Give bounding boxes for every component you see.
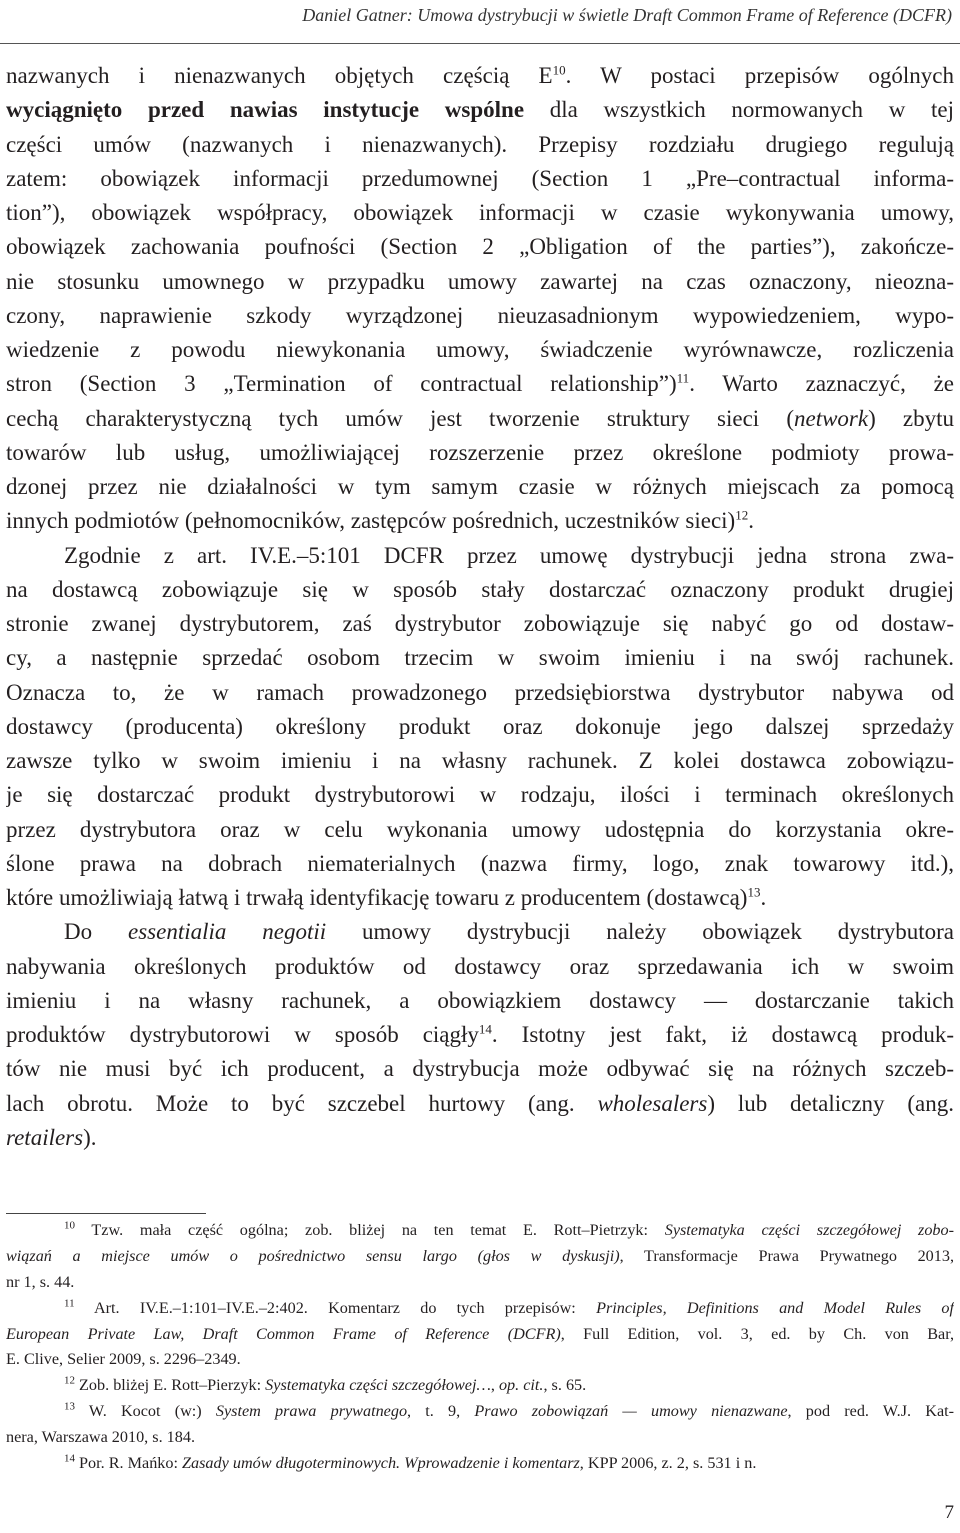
footnote-ref: 12 xyxy=(735,507,749,523)
text-line: części umów (nazwanych i nienazwanych). Przepisy rozdziału drugiego regulują xyxy=(6,131,954,157)
footnote-10: $^{10}$ Tzw. mała część ogólna; zob. bliżej na ten temat E. Rott–Pietrzyk: Systematyka części szczegółowej zobo- xyxy=(64,1219,954,1239)
text-line: dzonej przez nie działalności w tym samym czasie w różnych miejscach za pomocą xyxy=(6,474,954,499)
footnote-11-cont: European Private Law, Draft Common Frame of Reference (DCFR), Full Edition, vol. 3, ed. by Ch. von Bar, xyxy=(6,1324,954,1343)
text-line: produktów dystrybutorowi w sposób ciągły$^{14}$. Istotny jest fakt, iż dostawcą produk- xyxy=(6,1021,954,1047)
text-line: stronie zwanej dystrybutorem, zaś dystrybutor zobowiązuje się nabyć go od dostaw- xyxy=(6,611,954,636)
text-line: dostawcy (producenta) określony produkt oraz dokonuje jego dalszej sprzedaży xyxy=(6,713,954,739)
text-line: zawsze tylko w swoim imieniu i na własny rachunek. Z kolei dostawca zobowiązu- xyxy=(6,748,954,773)
text-line: nie stosunku umownego w przypadku umowy zawartej na czas oznaczony, nieozna- xyxy=(6,268,954,294)
text-line: stron (Section 3 „Termination of contractual relationship”)$^{11}$. Warto zaznaczyć, że xyxy=(6,370,954,397)
footnote-12: $^{12}$ Zob. bliżej E. Rott–Pierzyk: Systematyka części szczegółowej…, op. cit., s. 65. xyxy=(64,1374,587,1395)
body-text xyxy=(6,59,954,1155)
footnote-rule xyxy=(6,1213,206,1214)
footnote-ref: 13 xyxy=(747,884,761,900)
text-line: zatem: obowiązek informacji przedumownej (Section 1 „Pre–contractual informa- xyxy=(6,165,954,191)
footnote-14: $^{14}$ Por. R. Mańko: Zasady umów długoterminowych. Wprowadzenie i komentarz, KPP 2006, z. 2, s. 531 i n. xyxy=(64,1452,757,1473)
text-line: tów nie musi być ich producent, a dystrybucja może odbywać się na różnych szczeb- xyxy=(6,1056,954,1082)
footnote-ref: 10 xyxy=(552,62,566,78)
text-line: obowiązek zachowania poufności (Section 2 „Obligation of the parties”), zakończe- xyxy=(6,234,954,260)
text-line: tion”), obowiązek współpracy, obowiązek informacji w czasie wykonywania umowy, xyxy=(6,200,954,225)
paragraph-start: Zgodnie z art. IV.E.–5:101 DCFR przez umowę dystrybucji jedna strona zwa- xyxy=(64,542,954,568)
text-line: je się dostarczać produkt dystrybutorowi w rodzaju, ilości i terminach określonych xyxy=(6,782,954,808)
footnote-10-cont: wiązań a miejsce umów o pośrednictwo sensu largo (głos w dyskusji), Transformacje Prawa Prywatnego 2013, xyxy=(6,1246,954,1265)
text-line: imieniu i na własny rachunek, a obowiązkiem dostawcy — dostarczanie takich xyxy=(6,987,954,1013)
text-line: Oznacza to, że w ramach prowadzonego przedsiębiorstwa dystrybutor nabywa od xyxy=(6,679,954,705)
text-line: na dostawcą zobowiązuje się w sposób stały dostarczać oznaczony produkt drugiej xyxy=(6,576,954,602)
footnote-13-cont: nera, Warszawa 2010, s. 184. xyxy=(6,1428,195,1447)
text-line: retailers). xyxy=(6,1124,97,1150)
text-line: lach obrotu. Może to być szczebel hurtowy (ang. wholesalers) lub detaliczny (ang. xyxy=(6,1090,954,1116)
text-line: towarów lub usług, umożliwiającej rozszerzenie przez określone podmioty prowa- xyxy=(6,439,954,465)
text-line: nazwanych i nienazwanych objętych częścią $E^{10}$. W postaci przepisów ogólnych xyxy=(6,62,954,88)
footnote-ref: 11 xyxy=(676,370,690,386)
footnote-10-cont: nr 1, s. 44. xyxy=(6,1272,75,1291)
text-line: innych podmiotów (pełnomocników, zastępców pośrednich, uczestników sieci)$^{12}$. xyxy=(6,507,754,534)
text-line: czony, naprawienie szkody wyrządzonej nieuzasadnionym wypowiedzeniem, wypo- xyxy=(6,302,954,328)
header-rule xyxy=(0,43,960,44)
text-line: przez dystrybutora oraz w celu wykonania umowy udostępnia do korzystania okre- xyxy=(6,816,954,842)
footnote-11-cont: E. Clive, Selier 2009, s. 2296–2349. xyxy=(6,1350,241,1369)
text-line: cechą charakterystyczną tych umów jest tworzenie struktury sieci (network) zbytu xyxy=(6,405,954,431)
footnote-ref: 14 xyxy=(478,1021,492,1037)
page-number: 7 xyxy=(944,1502,954,1523)
text-line: wyciągnięto przed nawias instytucje wspólne dla wszystkich normowanych w tej xyxy=(6,97,954,123)
text-line: wiedzenie z powodu niewykonania umowy, świadczenie wyrównawcze, rozliczenia xyxy=(6,337,954,362)
text-line: nabywania określonych produktów od dostawcy oraz sprzedawania ich w swoim xyxy=(6,953,954,979)
text-line: cy, a następnie sprzedać osobom trzecim w swoim imieniu i na swój rachunek. xyxy=(6,645,954,671)
paragraph-start: Do essentialia negotii umowy dystrybucji należy obowiązek dystrybutora xyxy=(64,919,954,945)
bold-phrase: wyciągnięto przed nawias instytucje wspólne xyxy=(6,97,525,123)
running-header: Daniel Gatner: Umowa dystrybucji w świetle Draft Common Frame of Reference (DCFR) xyxy=(302,5,952,25)
footnote-11: $^{11}$ Art. IV.E.–1:101–IV.E.–2:402. Komentarz do tych przepisów: Principles, Definitions and Model Rules of xyxy=(64,1297,954,1317)
text-line: ślone prawa na dobrach niematerialnych (nazwa firmy, logo, znak towarowy itd.), xyxy=(6,850,954,876)
footnotes xyxy=(6,1218,954,1477)
text-line: które umożliwiają łatwą i trwałą identyfikację towaru z producentem (dostawcą)$^{13}$. xyxy=(6,884,767,910)
footnote-13: $^{13}$ W. Kocot (w:) System prawa prywatnego, t. 9, Prawo zobowiązań — umowy nienazwane, pod red. W.J. Kat- xyxy=(64,1400,954,1421)
